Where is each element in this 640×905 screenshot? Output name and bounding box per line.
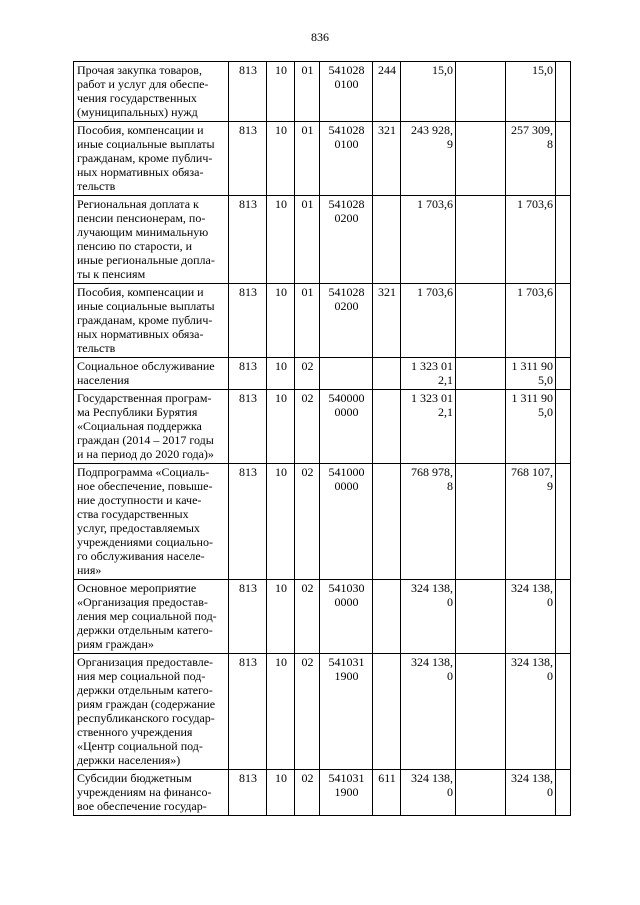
target-article-cell: [320, 580, 373, 654]
empty-cell: [556, 358, 571, 390]
empty-cell: [456, 62, 506, 122]
cell-text-line: 541028: [328, 285, 365, 299]
ministry-code-cell: [229, 390, 267, 464]
cell-text-line: и на период до 2020 года)»: [77, 447, 214, 461]
amount-year1-cell: [401, 390, 456, 464]
cell-text: 813: [239, 285, 257, 299]
cell-text-line: 5,0: [538, 373, 553, 387]
cell-text-line: 0100: [334, 77, 359, 91]
row-name-cell: [74, 284, 229, 358]
cell-text: 321: [378, 285, 396, 299]
cell-text: 10: [275, 63, 287, 77]
cell-text-line: го обслуживания населе-: [77, 549, 205, 563]
empty-cell: [556, 580, 571, 654]
target-article-cell: [320, 654, 373, 770]
cell-text-line: 2,1: [438, 373, 453, 387]
cell-text: 01: [301, 123, 314, 137]
amount-year2-cell: [506, 284, 556, 358]
cell-text-line: Прочая закупка товаров,: [77, 63, 202, 77]
cell-text: 01: [301, 285, 314, 299]
empty-cell: [456, 284, 506, 358]
amount-year2-cell: [506, 196, 556, 284]
subsection-code-cell: [295, 196, 320, 284]
cell-text-line: тельств: [77, 341, 116, 355]
cell-text-line: 9: [447, 137, 453, 151]
section-code-cell: [267, 464, 295, 580]
cell-text-line: ных нормативных обяза-: [77, 165, 204, 179]
cell-text: 10: [275, 197, 287, 211]
cell-text: 10: [275, 465, 287, 479]
ministry-code-cell: [229, 284, 267, 358]
expense-type-cell: [373, 580, 401, 654]
cell-text: 10: [275, 655, 287, 669]
amount-year1-cell: [401, 122, 456, 196]
empty-cell: [556, 770, 571, 816]
amount-year1-cell: [401, 62, 456, 122]
amount-year2-cell: [506, 122, 556, 196]
cell-text: 10: [275, 123, 287, 137]
cell-text: 10: [275, 359, 287, 373]
budget-table: [73, 61, 571, 816]
cell-text-line: ты к пенсиям: [77, 267, 146, 281]
cell-text: 10: [275, 285, 287, 299]
cell-text: 813: [239, 581, 257, 595]
row-name-cell: [74, 580, 229, 654]
cell-text-line: 0: [447, 595, 453, 609]
cell-text-line: 0100: [334, 137, 359, 151]
cell-text: 10: [275, 391, 287, 405]
cell-text-line: 5,0: [538, 405, 553, 419]
cell-text: 813: [239, 63, 257, 77]
empty-cell: [456, 390, 506, 464]
cell-text-line: 1 703,6: [417, 285, 453, 299]
section-code-cell: [267, 390, 295, 464]
amount-year1-cell: [401, 358, 456, 390]
cell-text-line: 0: [547, 669, 553, 683]
cell-text-line: 0: [547, 785, 553, 799]
cell-text-line: Субсидии бюджетным: [77, 771, 192, 785]
cell-text-line: ния»: [77, 563, 102, 577]
row-name-cell: [74, 464, 229, 580]
cell-text-line: 1900: [334, 669, 359, 683]
cell-text-line: 541000: [328, 465, 365, 479]
cell-text-line: 1 323 01: [411, 359, 453, 373]
cell-text: 02: [301, 359, 314, 373]
table-row: [74, 122, 571, 196]
expense-type-cell: [373, 358, 401, 390]
expense-type-cell: [373, 770, 401, 816]
cell-text-line: 324 138,: [411, 771, 453, 785]
subsection-code-cell: [295, 122, 320, 196]
cell-text-line: гражданам, кроме публич-: [77, 313, 213, 327]
amount-year1-cell: [401, 284, 456, 358]
empty-cell: [456, 196, 506, 284]
row-name-cell: [74, 62, 229, 122]
cell-text: 02: [301, 655, 314, 669]
cell-text: 611: [378, 771, 396, 785]
amount-year2-cell: [506, 390, 556, 464]
cell-text-line: «Социальная поддержка: [77, 419, 202, 433]
section-code-cell: [267, 284, 295, 358]
target-article-cell: [320, 358, 373, 390]
cell-text-line: 243 928,: [411, 123, 453, 137]
section-code-cell: [267, 770, 295, 816]
amount-year1-cell: [401, 464, 456, 580]
cell-text-line: 8: [547, 137, 553, 151]
cell-text: 813: [239, 465, 257, 479]
cell-text-line: ственного учреждения: [77, 725, 193, 739]
cell-text-line: учреждениями социально-: [77, 535, 213, 549]
cell-text-line: иные региональные допла-: [77, 253, 215, 267]
cell-text-line: лучающим минимальную: [77, 225, 209, 239]
cell-text-line: держки населения»): [77, 753, 181, 767]
cell-text-line: Основное мероприятие: [77, 581, 197, 595]
cell-text-line: 8: [447, 479, 453, 493]
table-row: [74, 770, 571, 816]
cell-text: 02: [301, 465, 314, 479]
ministry-code-cell: [229, 62, 267, 122]
cell-text-line: ние доступности и каче-: [77, 493, 202, 507]
section-code-cell: [267, 122, 295, 196]
cell-text-line: риям граждан»: [77, 637, 154, 651]
ministry-code-cell: [229, 196, 267, 284]
cell-text-line: ния мер социальной под-: [77, 669, 206, 683]
cell-text-line: 15,0: [432, 63, 453, 77]
cell-text-line: 0: [547, 595, 553, 609]
subsection-code-cell: [295, 580, 320, 654]
table-row: [74, 284, 571, 358]
cell-text-line: 541028: [328, 197, 365, 211]
cell-text: 10: [275, 771, 287, 785]
cell-text-line: Региональная доплата к: [77, 197, 199, 211]
cell-text-line: ма Республики Бурятия: [77, 405, 198, 419]
empty-cell: [456, 464, 506, 580]
cell-text: 02: [301, 391, 314, 405]
cell-text-line: 541031: [328, 655, 365, 669]
cell-text: 02: [301, 581, 314, 595]
ministry-code-cell: [229, 464, 267, 580]
amount-year1-cell: [401, 770, 456, 816]
cell-text-line: ства государственных: [77, 507, 189, 521]
cell-text-line: 540000: [328, 391, 365, 405]
cell-text-line: пенсию по старости, и: [77, 239, 193, 253]
amount-year1-cell: [401, 580, 456, 654]
amount-year2-cell: [506, 464, 556, 580]
empty-cell: [556, 122, 571, 196]
cell-text: 02: [301, 771, 314, 785]
cell-text-line: Социальное обслуживание: [77, 359, 215, 373]
empty-cell: [556, 464, 571, 580]
cell-text-line: 541030: [328, 581, 365, 595]
row-name-cell: [74, 390, 229, 464]
section-code-cell: [267, 62, 295, 122]
target-article-cell: [320, 390, 373, 464]
empty-cell: [556, 284, 571, 358]
cell-text-line: (муниципальных) нужд: [77, 105, 198, 119]
empty-cell: [556, 196, 571, 284]
ministry-code-cell: [229, 654, 267, 770]
cell-text-line: ления мер социальной под-: [77, 609, 217, 623]
expense-type-cell: [373, 464, 401, 580]
amount-year2-cell: [506, 770, 556, 816]
cell-text-line: 324 138,: [411, 581, 453, 595]
table-row: [74, 580, 571, 654]
empty-cell: [456, 580, 506, 654]
cell-text-line: ное обеспечение, повыше-: [77, 479, 213, 493]
cell-text-line: держки отдельным катего-: [77, 623, 213, 637]
cell-text-line: ных нормативных обяза-: [77, 327, 204, 341]
cell-text-line: «Центр социальной под-: [77, 739, 203, 753]
cell-text: 813: [239, 123, 257, 137]
subsection-code-cell: [295, 770, 320, 816]
subsection-code-cell: [295, 62, 320, 122]
cell-text: 813: [239, 359, 257, 373]
ministry-code-cell: [229, 358, 267, 390]
section-code-cell: [267, 358, 295, 390]
cell-text-line: вое обеспечение государ-: [77, 799, 207, 813]
table-row: [74, 390, 571, 464]
cell-text-line: 324 138,: [511, 655, 553, 669]
table-body: [74, 62, 571, 816]
empty-cell: [456, 770, 506, 816]
cell-text-line: учреждениям на финансо-: [77, 785, 212, 799]
cell-text-line: гражданам, кроме публич-: [77, 151, 213, 165]
cell-text-line: граждан (2014 – 2017 годы: [77, 433, 214, 447]
cell-text: 321: [378, 123, 396, 137]
row-name-cell: [74, 122, 229, 196]
target-article-cell: [320, 770, 373, 816]
cell-text-line: Пособия, компенсации и: [77, 285, 204, 299]
cell-text: 01: [301, 197, 314, 211]
cell-text-line: 1 311 90: [511, 391, 553, 405]
row-name-cell: [74, 358, 229, 390]
section-code-cell: [267, 654, 295, 770]
target-article-cell: [320, 464, 373, 580]
expense-type-cell: [373, 390, 401, 464]
cell-text-line: тельств: [77, 179, 116, 193]
cell-text-line: 9: [547, 479, 553, 493]
expense-type-cell: [373, 654, 401, 770]
empty-cell: [556, 62, 571, 122]
subsection-code-cell: [295, 284, 320, 358]
amount-year2-cell: [506, 358, 556, 390]
cell-text-line: 768 978,: [411, 465, 453, 479]
cell-text-line: 1 703,6: [417, 197, 453, 211]
cell-text: 813: [239, 197, 257, 211]
subsection-code-cell: [295, 654, 320, 770]
target-article-cell: [320, 196, 373, 284]
amount-year2-cell: [506, 580, 556, 654]
cell-text: 813: [239, 391, 257, 405]
cell-text-line: услуг, предоставляемых: [77, 521, 200, 535]
target-article-cell: [320, 122, 373, 196]
amount-year1-cell: [401, 654, 456, 770]
expense-type-cell: [373, 284, 401, 358]
cell-text-line: 15,0: [532, 63, 553, 77]
cell-text-line: 1 703,6: [517, 285, 553, 299]
amount-year2-cell: [506, 62, 556, 122]
cell-text-line: 0: [447, 669, 453, 683]
cell-text-line: чения государственных: [77, 91, 197, 105]
expense-type-cell: [373, 122, 401, 196]
cell-text-line: риям граждан (содержание: [77, 697, 216, 711]
expense-type-cell: [373, 196, 401, 284]
cell-text-line: 541028: [328, 63, 365, 77]
cell-text-line: 1 703,6: [517, 197, 553, 211]
row-name-cell: [74, 196, 229, 284]
table-row: [74, 62, 571, 122]
page-number: 836: [311, 30, 329, 44]
cell-text-line: 324 138,: [511, 581, 553, 595]
cell-text: 01: [301, 63, 314, 77]
cell-text: 10: [275, 581, 287, 595]
cell-text-line: 0200: [334, 299, 359, 313]
cell-text-line: 541031: [328, 771, 365, 785]
cell-text-line: 1 311 90: [511, 359, 553, 373]
subsection-code-cell: [295, 464, 320, 580]
cell-text: 813: [239, 771, 257, 785]
target-article-cell: [320, 284, 373, 358]
cell-text-line: Пособия, компенсации и: [77, 123, 204, 137]
cell-text-line: 0000: [334, 405, 359, 419]
cell-text-line: 257 309,: [511, 123, 553, 137]
cell-text-line: «Организация предостав-: [77, 595, 208, 609]
section-code-cell: [267, 196, 295, 284]
ministry-code-cell: [229, 770, 267, 816]
subsection-code-cell: [295, 358, 320, 390]
row-name-cell: [74, 654, 229, 770]
table-row: [74, 464, 571, 580]
cell-text-line: 541028: [328, 123, 365, 137]
cell-text-line: 0200: [334, 211, 359, 225]
cell-text-line: работ и услуг для обеспе-: [77, 77, 209, 91]
cell-text-line: 1900: [334, 785, 359, 799]
cell-text: 244: [378, 63, 396, 77]
empty-cell: [456, 122, 506, 196]
cell-text-line: иные социальные выплаты: [77, 299, 215, 313]
cell-text-line: 2,1: [438, 405, 453, 419]
subsection-code-cell: [295, 390, 320, 464]
cell-text: 813: [239, 655, 257, 669]
cell-text-line: 0: [447, 785, 453, 799]
cell-text-line: республиканского государ-: [77, 711, 215, 725]
cell-text-line: 324 138,: [511, 771, 553, 785]
cell-text-line: иные социальные выплаты: [77, 137, 215, 151]
target-article-cell: [320, 62, 373, 122]
cell-text-line: Государственная програм-: [77, 391, 212, 405]
cell-text-line: 324 138,: [411, 655, 453, 669]
empty-cell: [556, 390, 571, 464]
cell-text-line: держки отдельным катего-: [77, 683, 213, 697]
table-row: [74, 358, 571, 390]
ministry-code-cell: [229, 122, 267, 196]
cell-text-line: Организация предоставле-: [77, 655, 214, 669]
empty-cell: [456, 654, 506, 770]
cell-text-line: 1 323 01: [411, 391, 453, 405]
table-row: [74, 654, 571, 770]
cell-text-line: 0000: [334, 479, 359, 493]
empty-cell: [456, 358, 506, 390]
cell-text-line: 768 107,: [511, 465, 553, 479]
expense-type-cell: [373, 62, 401, 122]
cell-text-line: населения: [77, 373, 130, 387]
cell-text-line: Подпрограмма «Социаль-: [77, 465, 210, 479]
empty-cell: [556, 654, 571, 770]
row-name-cell: [74, 770, 229, 816]
ministry-code-cell: [229, 580, 267, 654]
cell-text-line: 0000: [334, 595, 359, 609]
section-code-cell: [267, 580, 295, 654]
amount-year1-cell: [401, 196, 456, 284]
amount-year2-cell: [506, 654, 556, 770]
table-row: [74, 196, 571, 284]
cell-text-line: пенсии пенсионерам, по-: [77, 211, 206, 225]
